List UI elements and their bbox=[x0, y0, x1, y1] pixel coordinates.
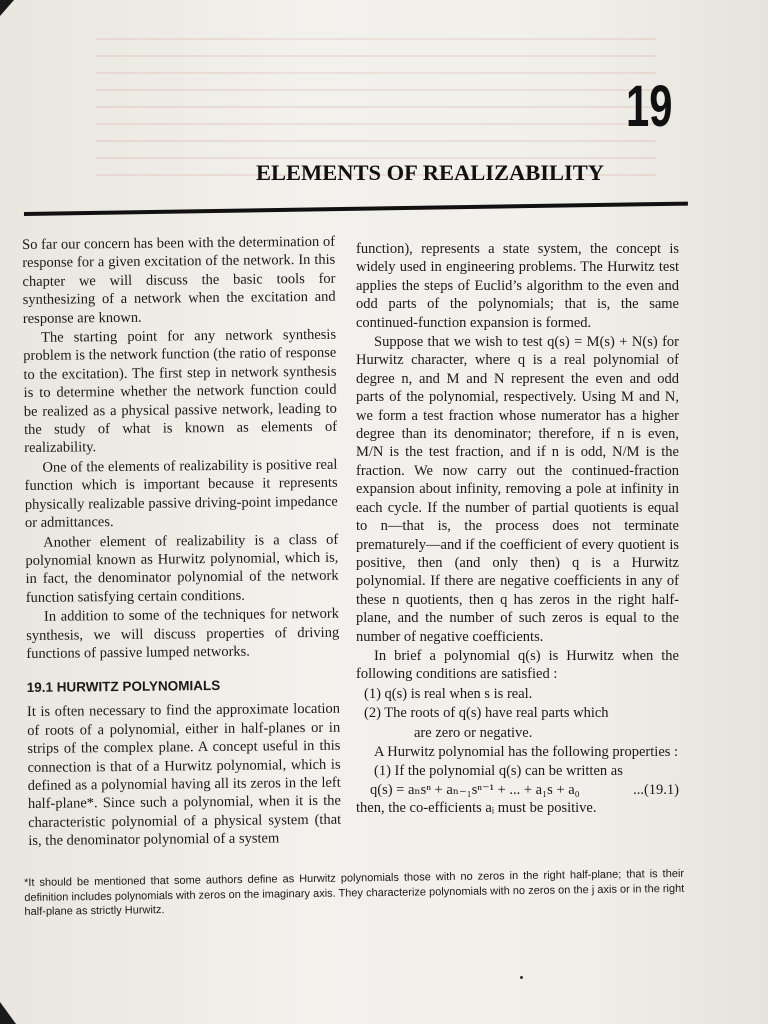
paragraph: Another element of realizability is a class of polynomial known as Hurwitz polynomial, which is, in fact, the denominator polynomial of the network function satisfying certain conditions. bbox=[25, 531, 339, 606]
page-corner-shadow bbox=[0, 0, 14, 16]
page-corner-shadow bbox=[0, 1002, 16, 1024]
speck bbox=[520, 976, 523, 979]
title-rule bbox=[24, 202, 688, 216]
section-heading: 19.1 HURWITZ POLYNOMIALS bbox=[26, 678, 221, 696]
paragraph: Suppose that we wish to test q(s) = M(s) + N(s) for Hurwitz character, where q is a real polynomial of degree n, and M and N represent the even and odd parts of the polynomial, respectively. Using M and N, we form a test fraction whose numerator has a higher degree than its denominator; therefore, if n is even, M/N is the test fraction, and if n is odd, N/M is the fraction. We now carry out the continued-fraction expansion about infinity, removing a pole at infinity in each cycle. If the number of partial quotients is equal to n—that is, the process does not terminate prematurely—and if the coefficient of every quotient is positive, then (and only then) q is a Hurwitz polynomial. If there are negative coefficients in any of these n quotients, then q has zeros in the right half-plane, and the number of such zeros is equal to the number of negative coefficients. bbox=[356, 334, 679, 645]
equation-line bbox=[356, 781, 679, 799]
paragraph: So far our concern has been with the determination of response for a given excitation of the network. In this chapter we will discuss the basic tools for synthesizing of a network when the excitation and response are known. bbox=[22, 233, 336, 327]
paragraph: The starting point for any network synthesis problem is the network function (the ratio of response to the excitation). The first step in network synthesis is to determine whether the network function could be realized as a physical passive network, leading to the study of what is known as elements of realizability. bbox=[23, 326, 338, 457]
right-column bbox=[356, 240, 679, 818]
paragraph: One of the elements of realizability is positive real function which is important because it represents physically realizable passive driving-point impedance or admittances. bbox=[24, 456, 338, 532]
paragraph: In addition to some of the techniques for network synthesis, we will discuss properties of driving functions of passive lumped networks. bbox=[26, 605, 340, 662]
paragraph: It is often necessary to find the approximate location of roots of a polynomial, either in half-planes or in strips of the complex plane. A concept useful in this connection is that of a Hurwitz polynomial, which is defined as a polynomial having all its zeros in the left half-plane*. Since such a polynomial, when it is the characteristic polynomial of a physical system (that is, the denominator polynomial of a system bbox=[26, 701, 342, 850]
chapter-number: 19 bbox=[626, 74, 673, 139]
paragraph: then, the co-efficients aᵢ must be positive. bbox=[356, 800, 597, 817]
paragraph: In brief a polynomial q(s) is Hurwitz when the following conditions are satisfied : bbox=[356, 647, 679, 683]
chapter-title: ELEMENTS OF REALIZABILITY bbox=[256, 160, 605, 185]
paragraph: A Hurwitz polynomial has the following properties : bbox=[374, 743, 679, 760]
footnote: *It should be mentioned that some authors define as Hurwitz polynomials those with no zeros in the right half-plane; that is their definition includes polynomials with zeros on the imaginary axis. They characterize polynomials with no zeros on the j axis or in the right half-plane as strictly Hurwitz. bbox=[24, 867, 685, 918]
condition-item: (2) The roots of q(s) have real parts which bbox=[364, 705, 609, 722]
left-column bbox=[22, 233, 341, 851]
property-item: (1) If the polynomial q(s) can be written as bbox=[374, 763, 623, 780]
equation: q(s) = aₙsⁿ + aₙ₋₁sⁿ⁻¹ + ... + a₁s + a₀ bbox=[370, 781, 580, 798]
condition-item-continued: are zero or negative. bbox=[414, 724, 533, 741]
paragraph: function), represents a state system, the concept is widely used in engineering problems. The Hurwitz test applies the steps of Euclid’s algorithm to the even and odd parts of the polynomials; that is, the same continued-function expansion is formed. bbox=[356, 241, 679, 331]
condition-item: (1) q(s) is real when s is real. bbox=[364, 685, 533, 702]
equation-number: ...(19.1) bbox=[633, 781, 679, 798]
